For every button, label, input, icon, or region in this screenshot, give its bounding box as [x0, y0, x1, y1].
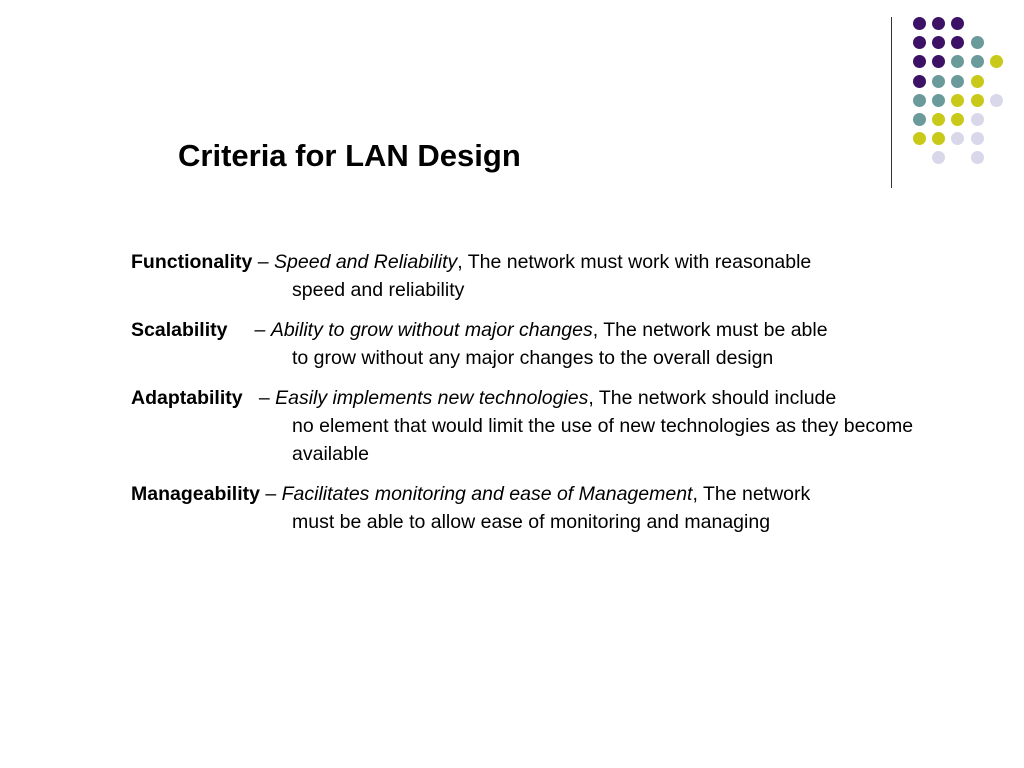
decorative-dot	[913, 75, 926, 88]
criterion-name: Functionality	[131, 251, 253, 273]
decorative-dot	[913, 113, 926, 126]
decorative-dot	[913, 36, 926, 49]
criterion-dash: –	[242, 387, 276, 409]
decorative-dot	[971, 113, 984, 126]
decorative-dot	[971, 151, 984, 164]
decorative-dot	[990, 94, 1003, 107]
decorative-dot	[932, 36, 945, 49]
criterion-first-line	[131, 316, 971, 344]
decorative-dot	[913, 94, 926, 107]
decorative-dot	[971, 75, 984, 88]
criterion-description-rest: to grow without any major changes to the overall design	[292, 347, 774, 369]
criterion-description-start: , The network must be able	[592, 319, 828, 341]
criterion-description-rest: no element that would limit the use of new technologies as they become available	[292, 415, 914, 465]
decorative-dot	[971, 94, 984, 107]
criterion-first-line	[131, 480, 971, 508]
criterion-name: Scalability	[131, 319, 228, 341]
decorative-dot	[971, 132, 984, 145]
decorative-dot	[971, 36, 984, 49]
decorative-dot	[913, 17, 926, 30]
slide-title: Criteria for LAN Design	[178, 138, 521, 173]
criterion-first-line	[131, 248, 971, 276]
decorative-dot	[932, 151, 945, 164]
decorative-dot	[913, 132, 926, 145]
criterion-description-start: , The network	[692, 483, 811, 505]
criterion-functionality	[131, 248, 971, 304]
decorative-dot	[951, 113, 964, 126]
decorative-dot	[951, 36, 964, 49]
criterion-description-start: , The network should include	[588, 387, 837, 409]
decorative-dot	[951, 132, 964, 145]
criterion-summary: Easily implements new technologies	[275, 387, 589, 409]
decorative-dot	[932, 75, 945, 88]
criteria-list	[131, 248, 971, 548]
criterion-summary: Facilitates monitoring and ease of Management	[281, 483, 693, 505]
decorative-dot	[990, 55, 1003, 68]
decorative-dot	[951, 94, 964, 107]
criterion-first-line	[131, 384, 971, 412]
vertical-divider	[891, 17, 892, 188]
decorative-dot	[932, 113, 945, 126]
decorative-dot	[932, 132, 945, 145]
decorative-dot	[951, 17, 964, 30]
criterion-adaptability	[131, 384, 971, 468]
criterion-scalability	[131, 316, 971, 372]
decorative-dot	[932, 55, 945, 68]
criterion-name: Adaptability	[131, 387, 243, 409]
criterion-description-rest: must be able to allow ease of monitoring and managing	[292, 511, 771, 533]
criterion-name: Manageability	[131, 483, 260, 505]
criterion-dash: –	[252, 251, 275, 273]
criterion-description-start: , The network must work with reasonable	[457, 251, 812, 273]
decorative-dot	[913, 55, 926, 68]
decorative-dot	[932, 17, 945, 30]
decorative-dot	[932, 94, 945, 107]
criterion-dash: –	[227, 319, 271, 341]
criterion-manageability	[131, 480, 971, 536]
criterion-summary: Speed and Reliability	[274, 251, 458, 273]
decorative-dot	[971, 55, 984, 68]
decorative-dot	[951, 75, 964, 88]
criterion-summary: Ability to grow without major changes	[270, 319, 593, 341]
criterion-description-rest: speed and reliability	[292, 279, 465, 301]
criterion-dash: –	[259, 483, 282, 505]
decorative-dot	[951, 55, 964, 68]
